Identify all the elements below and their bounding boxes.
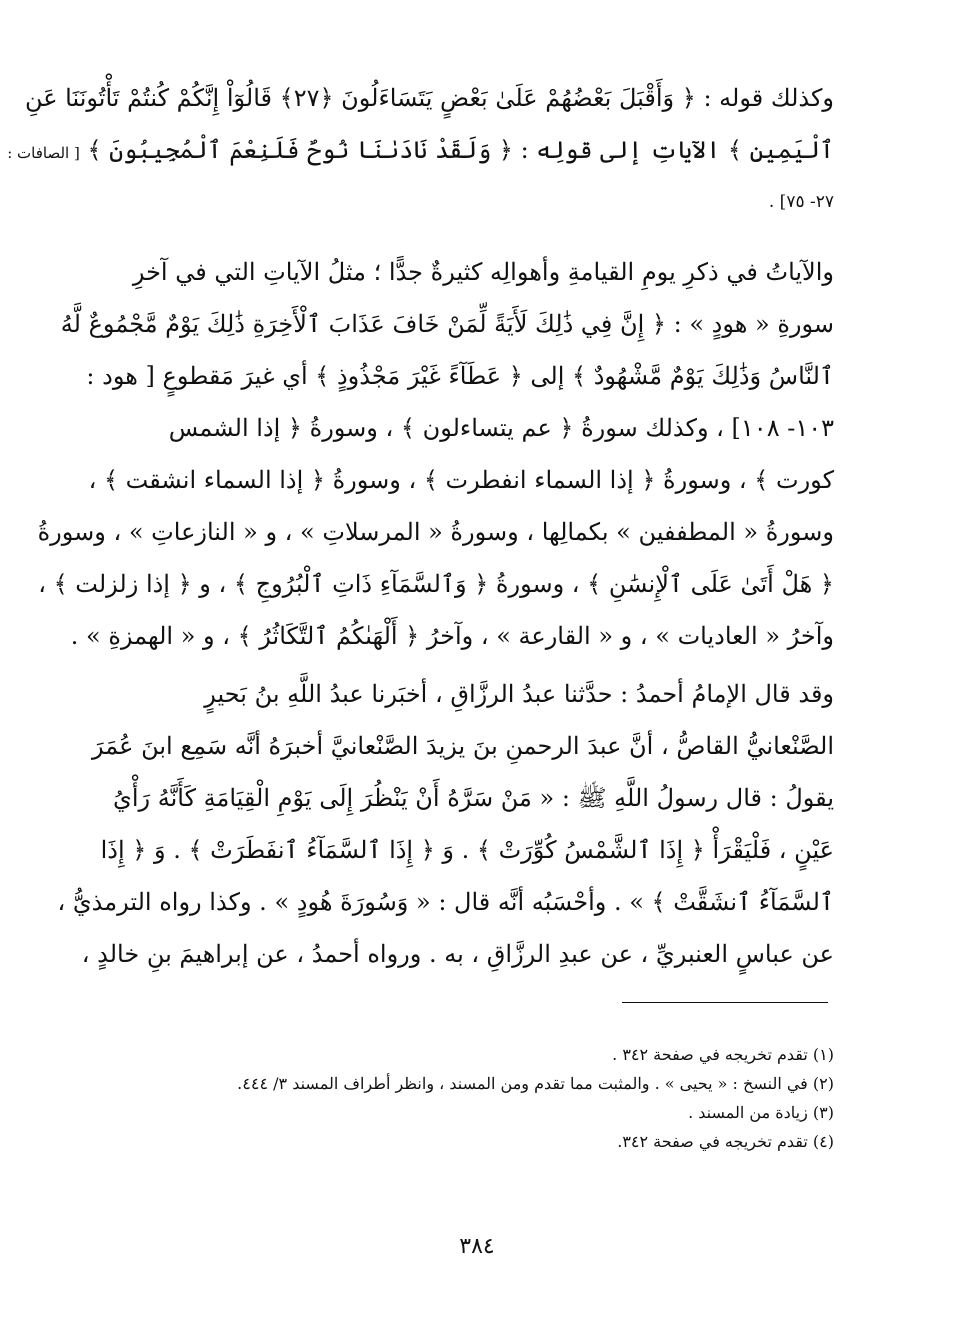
footnote-1: (١) تقدم تخريجه في صفحة ٣٤٢ . — [612, 1045, 834, 1064]
footnotes — [108, 1040, 834, 1156]
text-line: وكذلك قوله : ﴿ وَأَقْبَلَ بَعْضُهُمْ عَلَىٰ بَعْضٍ يَتَسَاءَلُونَ ﴿٢٧﴾ قَالُوٓاْ إِنَّكُمْ كُنتُمْ تَأْتُونَنَا عَنِ — [24, 84, 834, 112]
page-number: ٣٨٤ — [459, 1234, 495, 1259]
text-line: وآخرُ « العاديات » ، و « القارعة » ، وآخرُ ﴿ أَلْهَىٰكُمُ ٱلتَّكَاثُرُ ﴾ ، و « الهمزةِ » . — [70, 622, 834, 650]
paragraph-3 — [57, 668, 834, 980]
text-line: ﴿ هَلْ أَتَىٰ عَلَى ٱلْإِنسَٰنِ ﴾ ، وسورةُ ﴿ وَٱلسَّمَآءِ ذَاتِ ٱلْبُرُوجِ ﴾ ، و ﴿ إذا زلزلت ﴾ ، — [38, 570, 834, 598]
footnote-3: (٣) زيادة من المسند . — [688, 1103, 834, 1122]
text-line: ٱلسَّمَآءُ ٱنشَقَّتْ ﴾ » . وأحْسَبُه أنَّه قال : « وَسُورَةَ هُودٍ » . وكذا رواه الترمذيُّ ، — [57, 888, 834, 916]
text-line — [7, 124, 834, 176]
footnote-divider — [622, 1002, 828, 1003]
text-line: وسورةُ « المطففين » بكمالِها ، وسورةُ « المرسلاتِ » ، و « النازعاتِ » ، وسورةُ — [37, 518, 834, 546]
text-line: سورةِ « هودٍ » : ﴿ إِنَّ فِي ذَٰلِكَ لَأَيَةً لِّمَنْ خَافَ عَذَابَ ٱلْأَخِرَةِ ذَٰلِكَ يَوْمٌ مَّجْمُوعٌ لَّهُ — [60, 310, 834, 338]
text-line: ٢٧- ٧٥] . — [768, 192, 834, 212]
footnote-2: (٢) في النسخ : « يحيى » . والمثبت مما تقدم ومن المسند ، وانظر أطراف المسند ٣/ ٤٤٤. — [237, 1074, 834, 1093]
text-line: والآياتُ في ذكرِ يومِ القيامةِ وأهوالِه كثيرةٌ جدًّا ؛ مثلُ الآياتِ التي في آخرِ — [132, 258, 834, 286]
text-line: كورت ﴾ ، وسورةُ ﴿ إذا السماء انفطرت ﴾ ، وسورةُ ﴿ إذا السماء انشقت ﴾ ، — [88, 466, 834, 494]
text-line: ١٠٣- ١٠٨] ، وكذلك سورةُ ﴿ عم يتساءلون ﴾ ، وسورةُ ﴿ إذا الشمس — [168, 414, 834, 442]
footnote-4: (٤) تقدم تخريجه في صفحة ٣٤٢. — [617, 1132, 834, 1151]
paragraph-1 — [7, 72, 834, 228]
text-line: عن عباسٍ العنبريِّ ، عن عبدِ الرزَّاقِ ، به . ورواه أحمدُ ، عن إبراهيمَ بنِ خالدٍ ، — [81, 940, 834, 968]
text-line: الصَّنْعانيُّ القاصُّ ، أنَّ عبدَ الرحمنِ بنَ يزيدَ الصَّنْعانيَّ أخبرَهُ أنَّه سَمِع ابنَ عُمَرَ — [92, 732, 834, 760]
text-line: ٱلنَّاسُ وَذَٰلِكَ يَوْمٌ مَّشْهُودٌ ﴾ إلى ﴿ عَطَآءً غَيْرَ مَجْذُوذٍ ﴾ أي غيرَ مَقطوعٍ [ هود : — [86, 362, 834, 390]
paragraph-2 — [37, 246, 834, 662]
surah-reference: [ الصافات : — [7, 144, 80, 162]
text-line: وقد قال الإمامُ أحمدُ : حدَّثنا عبدُ الرزَّاقِ ، أخبَرنا عبدُ اللَّهِ بنُ بَحيرٍ — [204, 680, 834, 708]
text-line: يقولُ : قال رسولُ اللَّهِ ﷺ : « مَنْ سَرَّهُ أَنْ يَنْظُرَ إِلَى يَوْمِ الْقِيَامَةِ كَأَنَّهُ رَأْيُ — [113, 784, 834, 812]
text-line: عَيْنٍ ، فَلْيَقْرَأْ ﴿ إِذَا ٱلشَّمْسُ كُوِّرَتْ ﴾ . وَ ﴿ إِذَا ٱلسَّمَآءُ ٱنفَطَرَتْ ﴾ . وَ ﴿ إِذَا — [100, 836, 834, 864]
text-line-content: ٱلْيَمِينِ ﴾ الآياتِ إلى قولِه : ﴿ وَلَقَدْ نَادَىٰنَا نُوحٌ فَلَنِعْمَ ٱلْمُجِيبُونَ ﴾ — [87, 136, 834, 164]
